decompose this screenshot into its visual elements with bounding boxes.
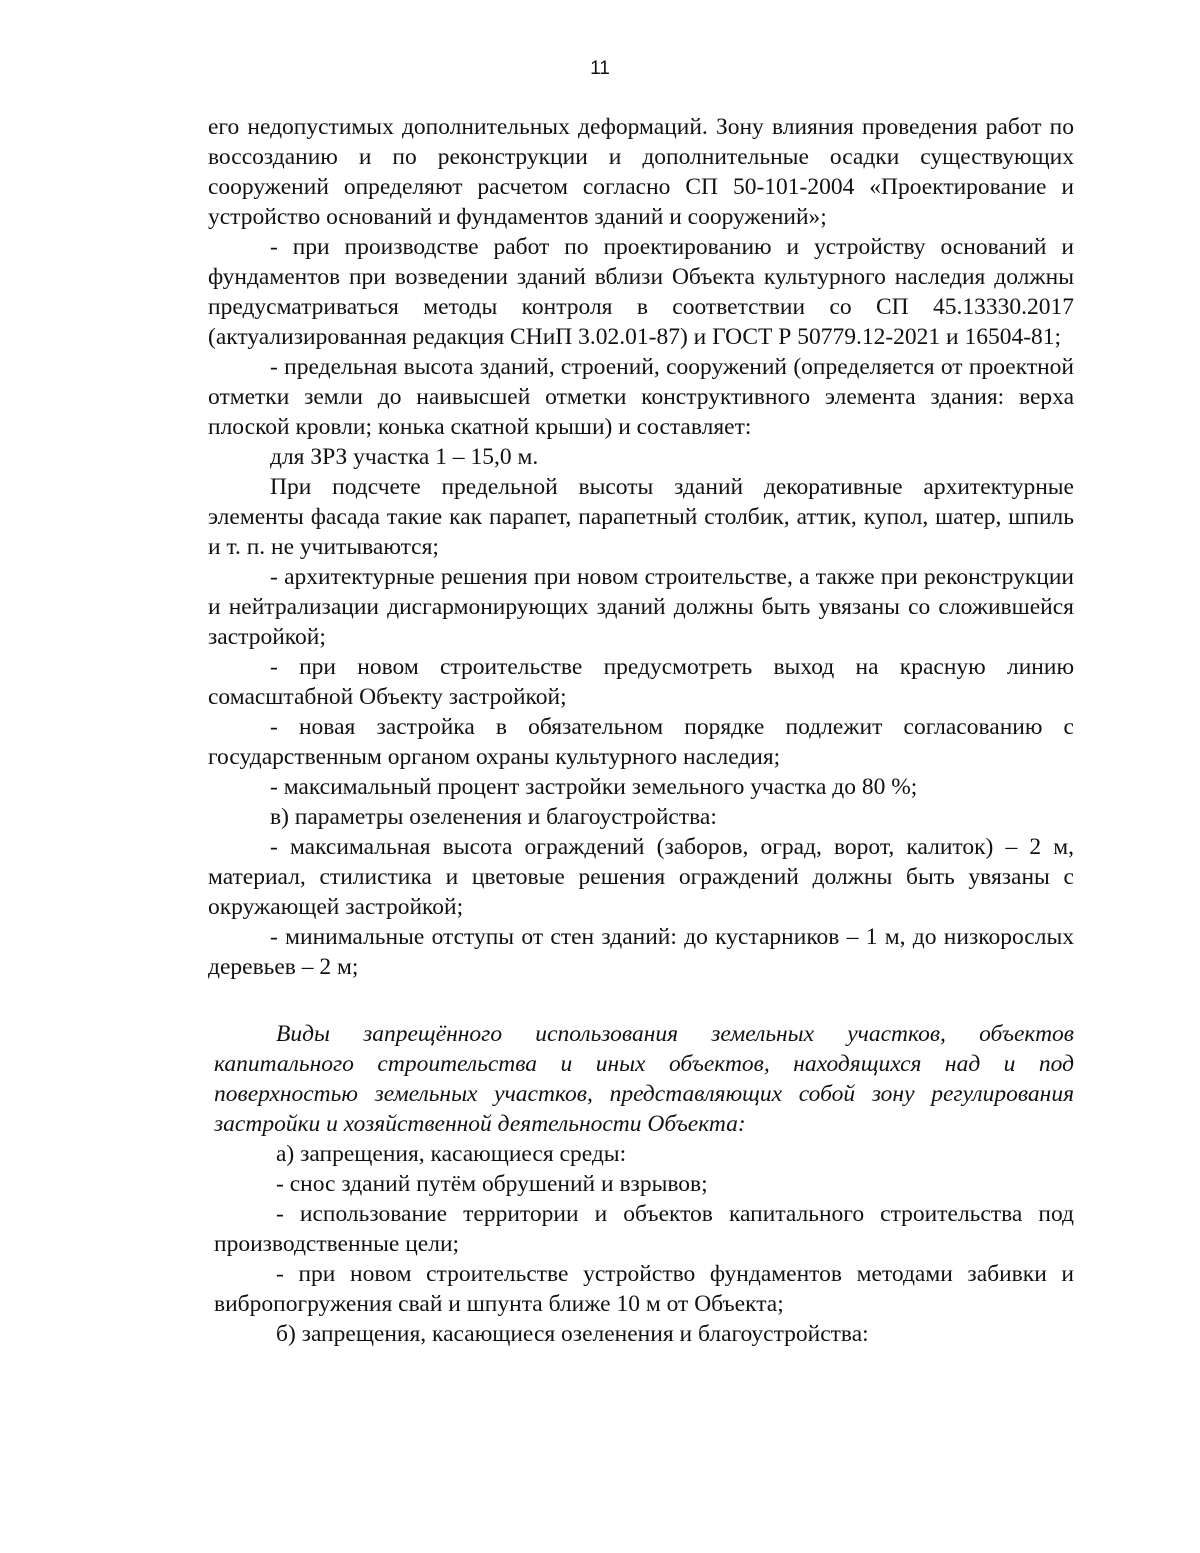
paragraph: - новая застройка в обязательном порядке подлежит согласованию с государственным органом охраны культурного наследия;: [208, 714, 1074, 770]
paragraph: а) запрещения, касающиеся среды:: [276, 1141, 627, 1167]
paragraph: - использование территории и объектов капитального строительства под производственные цели;: [214, 1201, 1074, 1257]
paragraph: - максимальная высота ограждений (заборов, оград, ворот, калиток) – 2 м, материал, стилистика и цветовые решения ограждений должны быть увязаны с окружающей застройкой;: [208, 834, 1074, 920]
document-body: [208, 112, 1074, 1349]
paragraph: его недопустимых дополнительных деформаций. Зону влияния проведения работ по воссозданию и по реконструкции и дополнительные осадки существующих сооружений определяют расчетом согласно СП 50-101-2004 «Проектирование и устройство оснований и фундаментов зданий и сооружений»;: [208, 114, 1074, 230]
italic-section-heading: Виды запрещённого использования земельных участков, объектов капитального строительства и иных объектов, находящихся над и под поверхностью земельных участков, представляющих собой зону регулирования застройки и хозяйственной деятельности Объекта:: [214, 1021, 1074, 1137]
paragraph: - при новом строительстве устройство фундаментов методами забивки и вибропогружения свай и шпунта ближе 10 м от Объекта;: [214, 1261, 1074, 1317]
paragraph: для ЗРЗ участка 1 – 15,0 м.: [270, 444, 539, 470]
paragraph: - минимальные отступы от стен зданий: до кустарников – 1 м, до низкорослых деревьев – 2 м;: [208, 924, 1074, 980]
paragraph: При подсчете предельной высоты зданий декоративные архитектурные элементы фасада такие как парапет, парапетный столбик, аттик, купол, шатер, шпиль и т. п. не учитываются;: [208, 474, 1074, 560]
paragraph: - при производстве работ по проектированию и устройству оснований и фундаментов при возведении зданий вблизи Объекта культурного наследия должны предусматриваться методы контроля в соответствии со СП 45.13330.2017 (актуализированная редакция СНиП 3.02.01-87) и ГОСТ Р 50779.12-2021 и 16504-81;: [208, 234, 1074, 350]
paragraph: б) запрещения, касающиеся озеленения и благоустройства:: [276, 1321, 869, 1347]
page-number: 11: [590, 58, 610, 79]
paragraph: - максимальный процент застройки земельного участка до 80 %;: [270, 774, 918, 800]
paragraph: - архитектурные решения при новом строительстве, а также при реконструкции и нейтрализации дисгармонирующих зданий должны быть увязаны со сложившейся застройкой;: [208, 564, 1074, 650]
paragraph: - предельная высота зданий, строений, сооружений (определяется от проектной отметки земли до наивысшей отметки конструктивного элемента здания: верха плоской кровли; конька скатной крыши) и составляет:: [208, 354, 1074, 440]
paragraph: в) параметры озеленения и благоустройства:: [270, 804, 717, 830]
paragraph: - при новом строительстве предусмотреть выход на красную линию сомасштабной Объекту застройкой;: [208, 654, 1074, 710]
section-spacer: [208, 982, 1074, 1019]
paragraph: - снос зданий путём обрушений и взрывов;: [276, 1171, 708, 1197]
